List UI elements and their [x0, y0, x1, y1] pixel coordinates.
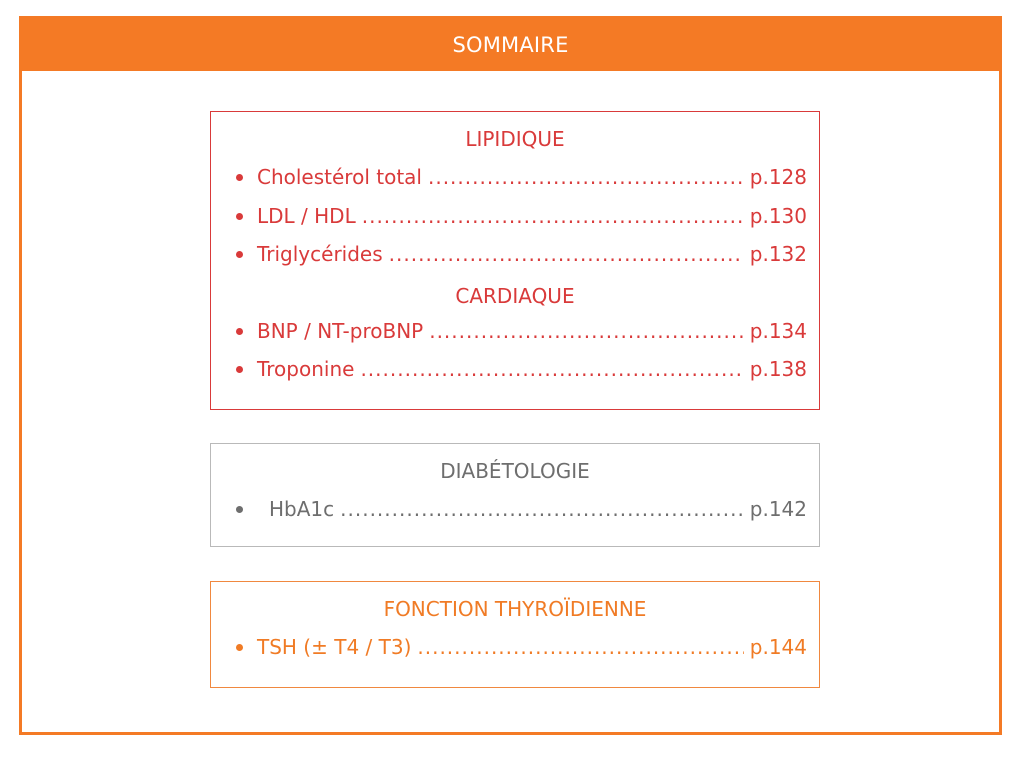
dot-leader	[428, 164, 744, 190]
lipidique-list	[211, 164, 819, 280]
summary-frame	[19, 16, 1002, 735]
toc-item-label: Cholestérol total	[257, 165, 422, 189]
toc-item-page: p.132	[749, 242, 807, 266]
toc-item-label: Troponine	[257, 357, 355, 381]
toc-item-ldl-hdl[interactable]	[211, 203, 819, 242]
toc-item-page: p.130	[749, 203, 807, 228]
bullet-icon	[236, 251, 243, 258]
cardiaque-list	[211, 318, 819, 395]
bullet-icon	[236, 328, 243, 335]
toc-item-label: TSH (± T4 / T3)	[257, 635, 412, 659]
section-diabetologie	[210, 443, 820, 547]
toc-item-page: p.144	[749, 635, 807, 659]
group-title-lipidique: LIPIDIQUE	[465, 127, 565, 151]
dot-leader	[429, 318, 744, 344]
toc-item-hba1c[interactable]	[211, 496, 819, 535]
dot-leader	[417, 634, 743, 660]
toc-item-bnp[interactable]	[211, 318, 819, 357]
bullet-icon	[236, 366, 243, 373]
group-title-diabetologie: DIABÉTOLOGIE	[440, 459, 590, 483]
diabetologie-list	[211, 496, 819, 535]
toc-item-page: p.138	[749, 357, 807, 381]
bullet-icon	[236, 644, 243, 651]
toc-item-tsh[interactable]	[211, 634, 819, 673]
section-lipid-cardiac	[210, 111, 820, 410]
dot-leader	[340, 496, 744, 522]
dot-leader	[360, 356, 743, 382]
toc-item-troponine[interactable]	[211, 356, 819, 395]
toc-item-cholesterol[interactable]	[211, 164, 819, 203]
toc-item-page: p.134	[749, 318, 807, 343]
toc-item-label: BNP / NT-proBNP	[257, 318, 424, 343]
thyroidienne-list	[211, 634, 819, 673]
group-title-cardiaque: CARDIAQUE	[455, 283, 575, 308]
bullet-icon	[236, 213, 243, 220]
toc-item-label: LDL / HDL	[257, 203, 356, 228]
toc-item-page: p.142	[749, 497, 807, 521]
toc-item-page: p.128	[749, 165, 807, 189]
summary-title: SOMMAIRE	[22, 19, 999, 71]
bullet-icon	[236, 506, 243, 513]
bullet-icon	[236, 174, 243, 181]
toc-item-label: Triglycérides	[257, 242, 383, 266]
toc-item-label: HbA1c	[269, 497, 335, 521]
group-title-thyroidienne: FONCTION THYROÏDIENNE	[383, 597, 647, 621]
dot-leader	[362, 203, 744, 229]
dot-leader	[389, 241, 744, 267]
toc-item-triglycerides[interactable]	[211, 241, 819, 280]
section-thyroidienne	[210, 581, 820, 688]
